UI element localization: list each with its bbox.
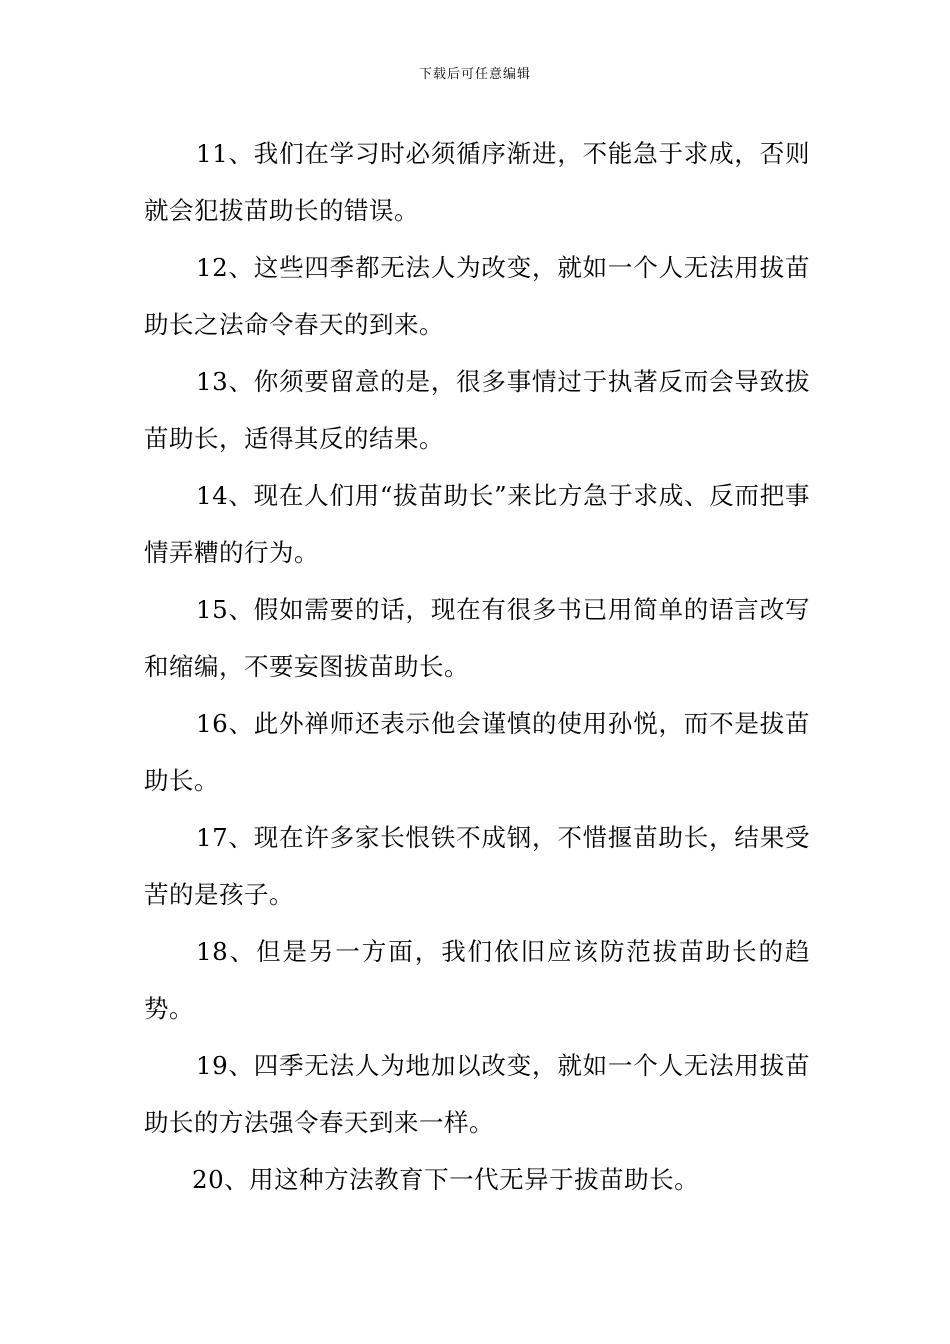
paragraph-11: 11、我们在学习时必须循序渐进，不能急于求成，否则就会犯拔苗助长的错误。 xyxy=(144,139,810,225)
paragraph-16: 16、此外禅师还表示他会谨慎的使用孙悦，而不是拔苗助长。 xyxy=(144,709,810,795)
paragraph-19: 19、四季无法人为地加以改变，就如一个人无法用拔苗助长的方法强令春天到来一样。 xyxy=(144,1051,810,1137)
paragraph-18: 18、但是另一方面，我们依旧应该防范拔苗助长的趋势。 xyxy=(144,937,810,1023)
paragraph-15: 15、假如需要的话，现在有很多书已用简单的语言改写和缩编，不要妄图拔苗助长。 xyxy=(144,595,810,681)
document-body xyxy=(144,125,810,1208)
paragraph-13: 13、你须要留意的是，很多事情过于执著反而会导致拔苗助长，适得其反的结果。 xyxy=(144,367,810,453)
paragraph-17: 17、现在许多家长恨铁不成钢，不惜揠苗助长，结果受苦的是孩子。 xyxy=(144,823,810,909)
paragraph-20: 20、用这种方法教育下一代无异于拔苗助长。 xyxy=(192,1165,700,1194)
page-header: 下载后可任意编辑 xyxy=(418,67,531,82)
paragraph-12: 12、这些四季都无法人为改变，就如一个人无法用拔苗助长之法命令春天的到来。 xyxy=(144,253,810,339)
paragraph-14: 14、现在人们用“拔苗助长”来比方急于求成、反而把事情弄糟的行为。 xyxy=(144,481,810,567)
